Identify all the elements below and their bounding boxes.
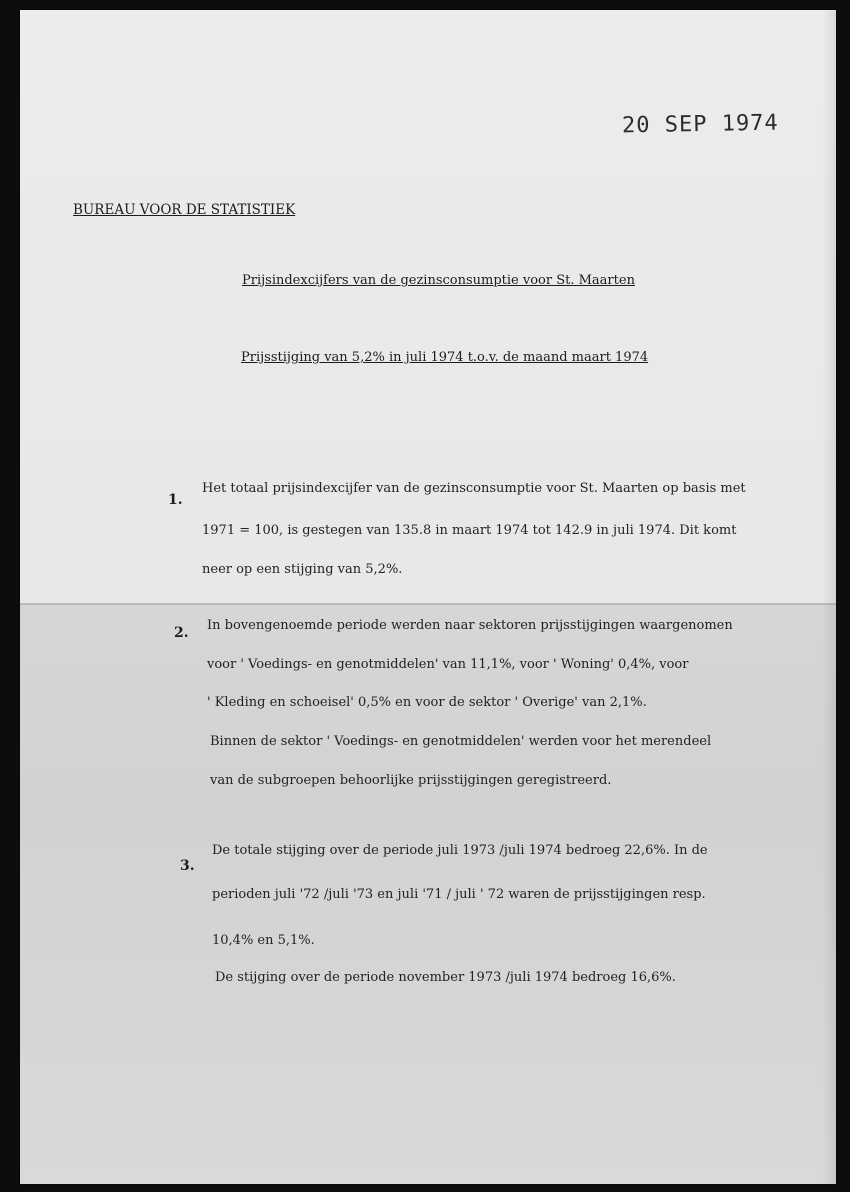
paragraph-2-line-4: Binnen de sektor ' Voedings- en genotmiddelen' werden voor het merendeel (210, 734, 712, 749)
page-edge-shadow (822, 10, 836, 1184)
paragraph-2-number: 2. (174, 625, 189, 641)
date-stamp: 20 SEP 1974 (621, 110, 779, 139)
document-subtitle: Prijsstijging van 5,2% in juli 1974 t.o.v. de maand maart 1974 (241, 350, 649, 365)
paragraph-2-line-2: voor ' Voedings- en genotmiddelen' van 11,1%, voor ' Woning' 0,4%, voor (207, 657, 689, 672)
document-sheet (20, 10, 836, 1184)
paragraph-1-number: 1. (168, 492, 183, 508)
paragraph-3-number: 3. (180, 858, 195, 874)
paragraph-3-line-3: 10,4% en 5,1%. (212, 933, 315, 948)
paragraph-3-line-4: De stijging over de periode november 1973 /juli 1974 bedroeg 16,6%. (215, 970, 676, 985)
paragraph-2-line-3: ' Kleding en schoeisel' 0,5% en voor de sektor ' Overige' van 2,1%. (207, 695, 647, 710)
paragraph-2-line-1: In bovengenoemde periode werden naar sektoren prijsstijgingen waargenomen (207, 618, 733, 633)
paragraph-3-line-1: De totale stijging over de periode juli 1973 /juli 1974 bedroeg 22,6%. In de (212, 843, 708, 858)
office-name: BUREAU VOOR DE STATISTIEK (73, 202, 296, 218)
paragraph-1-line-1: Het totaal prijsindexcijfer van de gezinsconsumptie voor St. Maarten op basis met (202, 481, 746, 496)
paragraph-3-line-2: perioden juli '72 /juli '73 en juli '71 / juli ' 72 waren de prijsstijgingen resp. (212, 887, 706, 902)
fold-line (20, 603, 836, 605)
paragraph-2-line-5: van de subgroepen behoorlijke prijsstijgingen geregistreerd. (210, 773, 612, 788)
paragraph-1-line-3: neer op een stijging van 5,2%. (202, 562, 403, 577)
document-title: Prijsindexcijfers van de gezinsconsumptie voor St. Maarten (242, 273, 635, 288)
paragraph-1-line-2: 1971 = 100, is gestegen van 135.8 in maart 1974 tot 142.9 in juli 1974. Dit komt (202, 523, 737, 538)
